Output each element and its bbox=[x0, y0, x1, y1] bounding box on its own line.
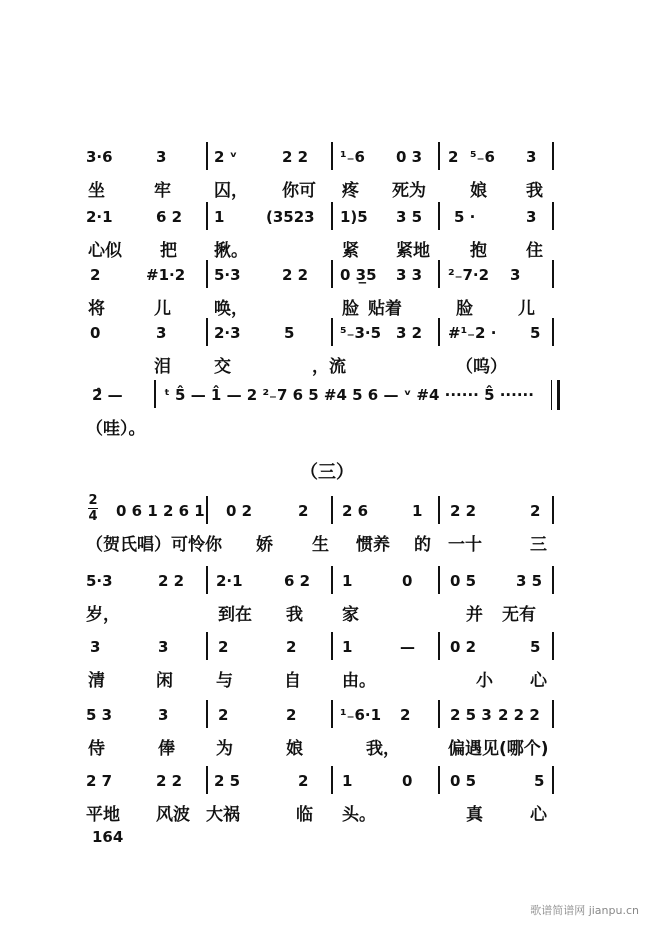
bar-line bbox=[438, 142, 440, 170]
note: 3 bbox=[510, 266, 521, 284]
note: 2·1 bbox=[216, 572, 243, 590]
bar-line bbox=[206, 318, 208, 346]
note: (3523 bbox=[266, 208, 315, 226]
notes-line bbox=[86, 324, 556, 350]
note: 0 bbox=[90, 324, 101, 342]
lyric: 清 bbox=[88, 671, 105, 691]
bar-line bbox=[552, 260, 554, 288]
note: 2 2 bbox=[450, 502, 477, 520]
watermark: 歌谱简谱网 jianpu.cn bbox=[530, 904, 639, 917]
bar-line bbox=[331, 766, 333, 794]
lyric: 并 bbox=[466, 605, 483, 625]
bar-line bbox=[552, 632, 554, 660]
lyric: ，流 bbox=[312, 357, 346, 377]
note: 5 bbox=[530, 324, 541, 342]
lyric: 住 bbox=[526, 241, 543, 261]
note: 2 7 bbox=[86, 772, 113, 790]
note: 2 bbox=[298, 772, 309, 790]
note: 2 bbox=[90, 266, 101, 284]
lyrics-line bbox=[86, 600, 556, 624]
notes-line bbox=[86, 638, 556, 664]
bar-line bbox=[331, 260, 333, 288]
note: 5·3 bbox=[86, 572, 113, 590]
note: ⁵₋3·5 bbox=[340, 324, 382, 342]
lyric: 真 bbox=[466, 805, 483, 825]
bar-line bbox=[552, 566, 554, 594]
note: 2 6 bbox=[342, 502, 369, 520]
note: 3 bbox=[158, 706, 169, 724]
lyric: 脸 bbox=[456, 299, 473, 319]
bar-line bbox=[206, 142, 208, 170]
note: 5 · bbox=[454, 208, 476, 226]
lyric: 俸 bbox=[158, 739, 175, 759]
lyrics-line bbox=[86, 800, 556, 824]
section-title: （三） bbox=[300, 462, 354, 483]
lyrics-line bbox=[86, 530, 556, 554]
lyric: 侍 bbox=[88, 739, 105, 759]
note: #1·2 bbox=[146, 266, 186, 284]
lyric: 你可 bbox=[282, 181, 316, 201]
note: 2 bbox=[530, 502, 541, 520]
note: 3 bbox=[526, 148, 537, 166]
lyric: 将 bbox=[88, 299, 105, 319]
time-signature-bottom: 4 bbox=[88, 509, 98, 524]
note: ¹₋6 bbox=[340, 148, 365, 166]
note: 1 bbox=[214, 208, 225, 226]
note: 3 5 bbox=[516, 572, 543, 590]
lyric: 泪 bbox=[154, 357, 171, 377]
bar-line bbox=[438, 566, 440, 594]
score-line-8 bbox=[86, 638, 556, 690]
lyric: 紧地 bbox=[396, 241, 430, 261]
lyric: 我 bbox=[526, 181, 543, 201]
note: 5 bbox=[534, 772, 545, 790]
bar-line bbox=[552, 142, 554, 170]
lyric: 岁， bbox=[86, 605, 120, 625]
lyric: （贺氏唱）可怜你 bbox=[86, 535, 222, 555]
bar-line bbox=[552, 318, 554, 346]
lyric: 死为 bbox=[392, 181, 426, 201]
note: 2 bbox=[400, 706, 411, 724]
note: 1 bbox=[342, 772, 353, 790]
note: 3 bbox=[156, 148, 167, 166]
note: 2 5 3 bbox=[450, 706, 492, 724]
bar-line bbox=[206, 700, 208, 728]
score-line-4 bbox=[86, 324, 556, 376]
note: 5·3 bbox=[214, 266, 241, 284]
lyric: 偏遇见(哪个) bbox=[448, 739, 549, 759]
note: 0 5 bbox=[450, 772, 477, 790]
score-line-1 bbox=[86, 148, 556, 200]
note: 2 ᵛ bbox=[214, 148, 238, 166]
note: 2 bbox=[286, 706, 297, 724]
note: — bbox=[400, 638, 415, 656]
lyric: 心 bbox=[530, 671, 547, 691]
note: 5 3 bbox=[86, 706, 113, 724]
notes-line bbox=[86, 502, 556, 528]
lyric: 闲 bbox=[156, 671, 173, 691]
bar-line bbox=[438, 318, 440, 346]
lyric: 揪。 bbox=[214, 241, 248, 261]
lyric: 抱 bbox=[470, 241, 487, 261]
bar-line bbox=[438, 632, 440, 660]
score-line-6 bbox=[86, 502, 556, 554]
bar-line bbox=[154, 380, 156, 408]
note: ᵗ 5̂ — 1̂ — 2 ²₋7 6 5 #4 5 6 — ᵛ #4 ······ 5̂ ······ bbox=[164, 386, 534, 404]
lyric: 头。 bbox=[342, 805, 376, 825]
score-line-2 bbox=[86, 208, 556, 260]
bar-line bbox=[206, 260, 208, 288]
lyric: 三 bbox=[530, 535, 547, 555]
note: 0 5 bbox=[450, 572, 477, 590]
note: 2·3 bbox=[214, 324, 241, 342]
page-number: 164 bbox=[92, 828, 124, 846]
note: ⁵₋6 bbox=[470, 148, 495, 166]
note: 5 bbox=[530, 638, 541, 656]
final-barline bbox=[551, 380, 560, 410]
bar-line bbox=[331, 318, 333, 346]
lyric: 脸 bbox=[342, 299, 359, 319]
lyric: 为 bbox=[216, 739, 233, 759]
bar-line bbox=[331, 496, 333, 524]
bar-line bbox=[438, 700, 440, 728]
bar-line bbox=[438, 260, 440, 288]
bar-line bbox=[206, 496, 208, 524]
note: 2 2 2 bbox=[498, 706, 540, 724]
score-line-10 bbox=[86, 772, 556, 824]
lyric: 家 bbox=[342, 605, 359, 625]
note: 2̂ — bbox=[92, 386, 123, 404]
bar-line bbox=[331, 202, 333, 230]
note: 3 bbox=[526, 208, 537, 226]
note: 3·6 bbox=[86, 148, 113, 166]
lyric: 娇 bbox=[256, 535, 273, 555]
notes-line bbox=[86, 572, 556, 598]
lyric: 平地 bbox=[86, 805, 120, 825]
note: 0 bbox=[402, 572, 413, 590]
note: 1 bbox=[342, 572, 353, 590]
lyric: 儿 bbox=[518, 299, 535, 319]
lyric: 心似 bbox=[88, 241, 122, 261]
bar-line bbox=[438, 766, 440, 794]
lyric: 娘 bbox=[470, 181, 487, 201]
lyric: 的 bbox=[414, 535, 431, 555]
lyric: 一十 bbox=[448, 535, 482, 555]
bar-line bbox=[438, 496, 440, 524]
lyric: 与 bbox=[216, 671, 233, 691]
notes-line bbox=[86, 772, 556, 798]
note: 1 bbox=[342, 638, 353, 656]
note: 2 bbox=[298, 502, 309, 520]
lyric: （呜） bbox=[456, 357, 507, 377]
bar-line bbox=[438, 202, 440, 230]
bar-line bbox=[206, 766, 208, 794]
lyric: 我， bbox=[366, 739, 400, 759]
bar-line bbox=[331, 566, 333, 594]
note: 3 bbox=[158, 638, 169, 656]
lyric: 自 bbox=[284, 671, 301, 691]
note: 0 3̲5 bbox=[340, 266, 377, 284]
note: ¹₋6·1 bbox=[340, 706, 382, 724]
note: 2 bbox=[448, 148, 459, 166]
bar-line bbox=[331, 700, 333, 728]
note: 3 bbox=[156, 324, 167, 342]
lyric: （哇）。 bbox=[86, 419, 146, 439]
lyric: 生 bbox=[312, 535, 329, 555]
bar-line bbox=[206, 202, 208, 230]
note: 1)5 bbox=[340, 208, 368, 226]
note: 0 3 bbox=[396, 148, 423, 166]
lyric: 风波 bbox=[156, 805, 190, 825]
lyric: 心 bbox=[530, 805, 547, 825]
lyric: 牢 bbox=[154, 181, 171, 201]
notes-line bbox=[86, 148, 556, 174]
bar-line bbox=[552, 202, 554, 230]
note: 6 2 bbox=[284, 572, 311, 590]
lyric: 疼 bbox=[342, 181, 359, 201]
note: 3 5 bbox=[396, 208, 423, 226]
note: 3 bbox=[90, 638, 101, 656]
bar-line bbox=[331, 142, 333, 170]
lyric: 娘 bbox=[286, 739, 303, 759]
note: #¹₋2 · bbox=[448, 324, 497, 342]
note: 6 2 bbox=[156, 208, 183, 226]
lyric: 贴着 bbox=[368, 299, 402, 319]
note: 3 2 bbox=[396, 324, 423, 342]
bar-line bbox=[552, 496, 554, 524]
lyric: 惯养 bbox=[356, 535, 390, 555]
score-line-9 bbox=[86, 706, 556, 758]
lyrics-line bbox=[86, 294, 556, 318]
note: 2 bbox=[286, 638, 297, 656]
note: 0 bbox=[402, 772, 413, 790]
notes-line bbox=[86, 706, 556, 732]
note: 5 bbox=[284, 324, 295, 342]
time-signature-top: 2 bbox=[88, 493, 98, 508]
lyric: 到在 bbox=[218, 605, 252, 625]
notes-line bbox=[86, 386, 556, 412]
lyric: 囚， bbox=[214, 181, 248, 201]
score-line-5 bbox=[86, 386, 556, 438]
note: 1 bbox=[412, 502, 423, 520]
note: 0 2 bbox=[450, 638, 477, 656]
bar-line bbox=[206, 566, 208, 594]
note: 2 bbox=[218, 706, 229, 724]
note: 0 6 1 2 6 1 bbox=[116, 502, 205, 520]
lyrics-line bbox=[86, 176, 556, 200]
note: ²₋7·2 bbox=[448, 266, 490, 284]
lyrics-line bbox=[86, 734, 556, 758]
lyric: 我 bbox=[286, 605, 303, 625]
lyric: 儿 bbox=[154, 299, 171, 319]
bar-line bbox=[552, 700, 554, 728]
bar-line bbox=[331, 632, 333, 660]
lyric: 把 bbox=[160, 241, 177, 261]
lyric: 临 bbox=[296, 805, 313, 825]
lyric: 交 bbox=[214, 357, 231, 377]
note: 0 2 bbox=[226, 502, 253, 520]
bar-line bbox=[206, 632, 208, 660]
note: 2 bbox=[218, 638, 229, 656]
bar-line bbox=[552, 766, 554, 794]
lyric: 小 bbox=[476, 671, 493, 691]
lyrics-line bbox=[86, 666, 556, 690]
lyric: 紧 bbox=[342, 241, 359, 261]
lyrics-line bbox=[86, 414, 556, 438]
lyrics-line bbox=[86, 236, 556, 260]
score-line-3 bbox=[86, 266, 556, 318]
lyric: 无有 bbox=[502, 605, 536, 625]
note: 2 2 bbox=[156, 772, 183, 790]
lyric: 大祸 bbox=[206, 805, 240, 825]
lyric: 坐 bbox=[88, 181, 105, 201]
note: 2 2 bbox=[158, 572, 185, 590]
notes-line bbox=[86, 266, 556, 292]
lyric: 唤， bbox=[214, 299, 248, 319]
note: 2 5 bbox=[214, 772, 241, 790]
note: 2·1 bbox=[86, 208, 113, 226]
score-line-7 bbox=[86, 572, 556, 624]
lyric: 由。 bbox=[342, 671, 376, 691]
notes-line bbox=[86, 208, 556, 234]
note: 2 2 bbox=[282, 148, 309, 166]
note: 2 2 bbox=[282, 266, 309, 284]
lyrics-line bbox=[86, 352, 556, 376]
note: 3 3 bbox=[396, 266, 423, 284]
